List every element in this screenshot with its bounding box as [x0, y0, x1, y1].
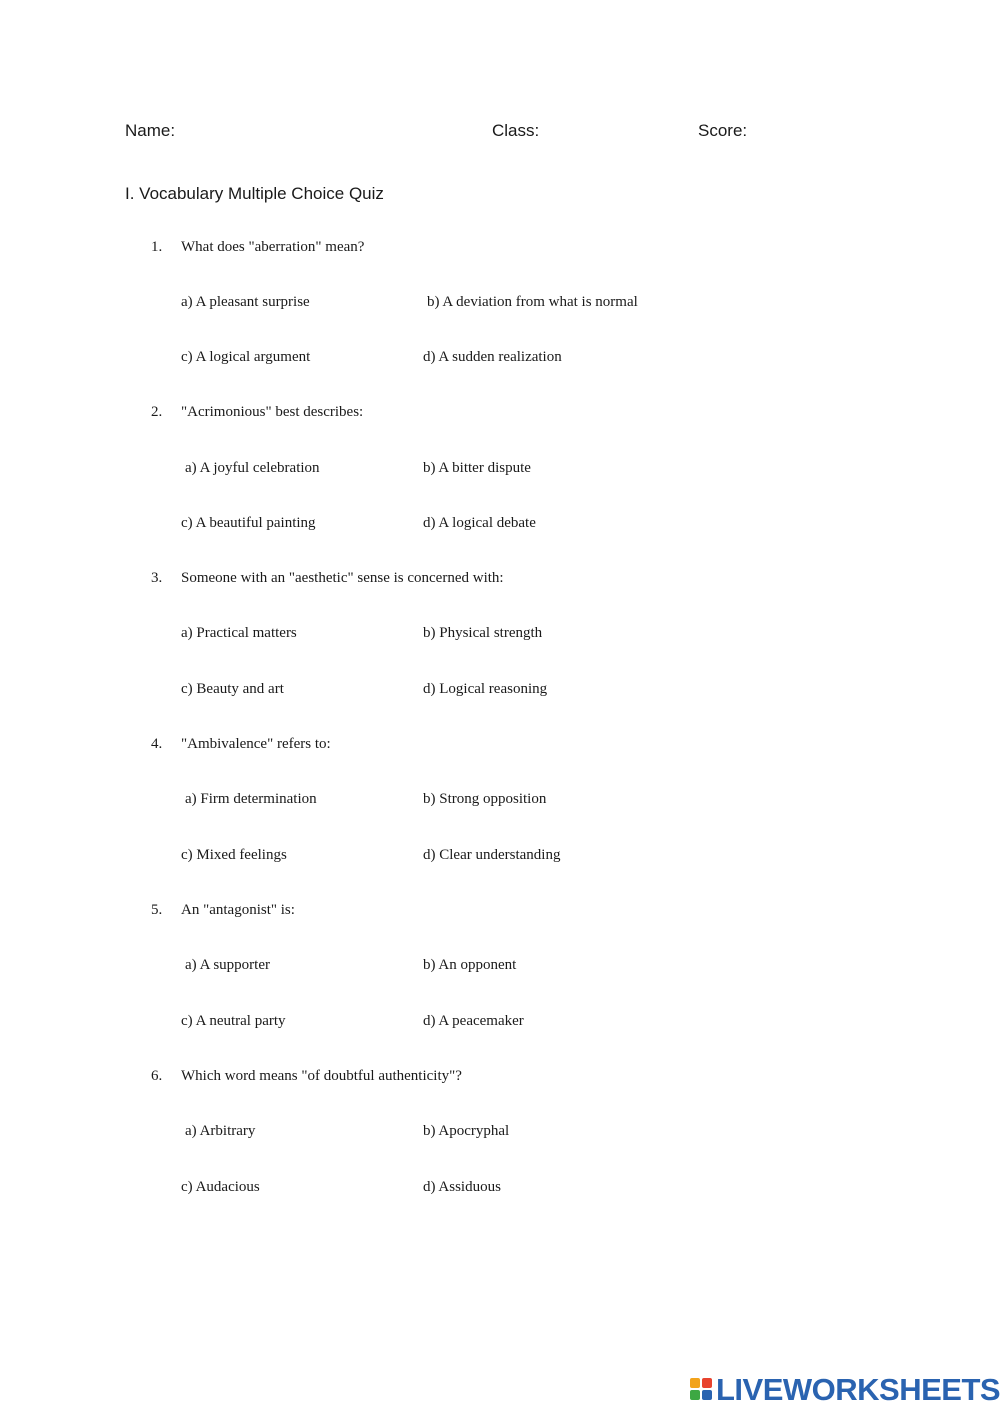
option-b[interactable]: b) Apocryphal: [423, 1123, 510, 1139]
score-label: Score:: [698, 121, 748, 140]
option-b[interactable]: b) Strong opposition: [423, 791, 547, 807]
question-text: An "antagonist" is:: [181, 902, 295, 918]
option-a[interactable]: a) A pleasant surprise: [181, 294, 310, 310]
question-number: 6.: [151, 1068, 163, 1084]
option-a[interactable]: a) A supporter: [185, 957, 270, 973]
option-d[interactable]: d) Clear understanding: [423, 847, 561, 863]
question-number: 2.: [151, 404, 163, 420]
option-c[interactable]: c) Beauty and art: [181, 681, 284, 697]
option-a[interactable]: a) Firm determination: [185, 791, 317, 807]
name-label: Name:: [125, 121, 176, 140]
question-number: 1.: [151, 239, 163, 255]
question-number: 5.: [151, 902, 163, 918]
liveworksheets-logo: [690, 1372, 1000, 1407]
option-d[interactable]: d) Assiduous: [423, 1179, 501, 1195]
section-title: I. Vocabulary Multiple Choice Quiz: [125, 184, 384, 203]
option-b[interactable]: b) Physical strength: [423, 625, 543, 641]
question-text: "Ambivalence" refers to:: [181, 736, 331, 752]
question-number: 4.: [151, 736, 163, 752]
liveworksheets-logo-icon: [690, 1378, 712, 1400]
option-d[interactable]: d) A peacemaker: [423, 1013, 524, 1029]
logo-wordmark: LIVEWORKSHEETS: [716, 1372, 1000, 1407]
option-c[interactable]: c) A logical argument: [181, 349, 311, 365]
option-a[interactable]: a) Arbitrary: [185, 1123, 256, 1139]
option-d[interactable]: d) A sudden realization: [423, 349, 562, 365]
option-c[interactable]: c) A beautiful painting: [181, 515, 316, 531]
option-c[interactable]: c) A neutral party: [181, 1013, 286, 1029]
question-number: 3.: [151, 570, 163, 586]
question-text: Someone with an "aesthetic" sense is concerned with:: [181, 570, 504, 586]
option-d[interactable]: d) Logical reasoning: [423, 681, 548, 697]
class-label: Class:: [492, 121, 540, 140]
option-b[interactable]: b) A deviation from what is normal: [427, 294, 638, 310]
option-d[interactable]: d) A logical debate: [423, 515, 536, 531]
option-b[interactable]: b) A bitter dispute: [423, 460, 531, 476]
option-c[interactable]: c) Mixed feelings: [181, 847, 287, 863]
option-c[interactable]: c) Audacious: [181, 1179, 260, 1195]
option-b[interactable]: b) An opponent: [423, 957, 517, 973]
student-info-header: [0, 121, 1000, 145]
question-text: What does "aberration" mean?: [181, 239, 365, 255]
option-a[interactable]: a) A joyful celebration: [185, 460, 320, 476]
question-text: Which word means "of doubtful authenticity"?: [181, 1068, 462, 1084]
option-a[interactable]: a) Practical matters: [181, 625, 297, 641]
question-text: "Acrimonious" best describes:: [181, 404, 364, 420]
